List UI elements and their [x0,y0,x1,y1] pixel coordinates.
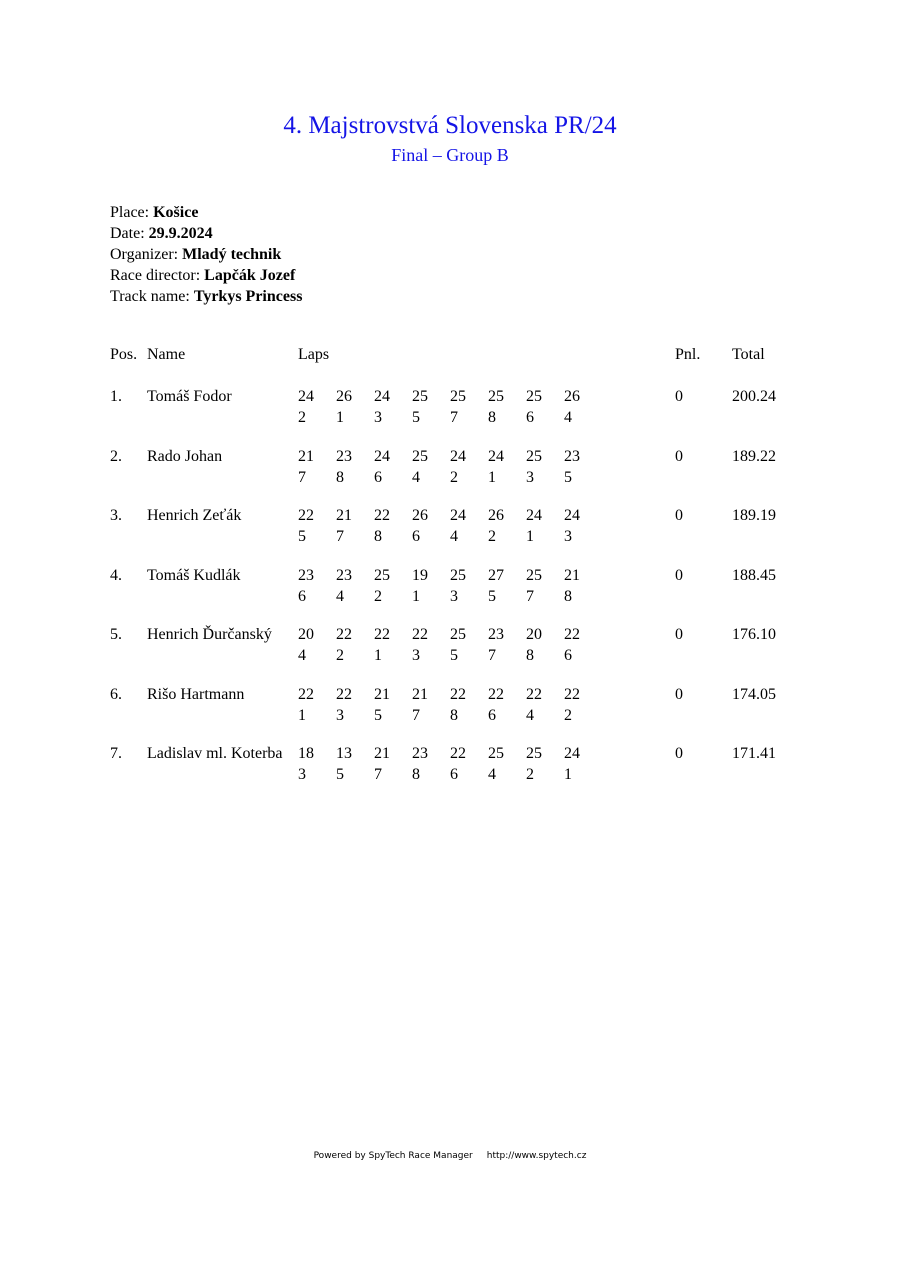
column-header-pnl: Pnl. [675,346,701,363]
lane-number: 3 [450,588,458,605]
table-row [0,684,900,732]
driver-name: Henrich Ďurčanský [147,626,272,643]
driver-name: Rado Johan [147,448,223,465]
lap-count: 26 [412,507,428,524]
lane-number: 5 [298,528,306,545]
lane-number: 8 [412,766,420,783]
result-position: 7. [110,745,122,762]
lane-number: 5 [488,588,496,605]
lane-number: 5 [412,409,420,426]
lap-count: 24 [526,507,542,524]
page-subtitle: Final – Group B [391,145,509,165]
info-value: 29.9.2024 [148,225,213,242]
driver-name: Rišo Hartmann [147,686,245,703]
lane-number: 3 [564,528,572,545]
lap-count: 23 [412,745,428,762]
lane-number: 8 [374,528,382,545]
lap-count: 23 [564,448,580,465]
lane-number: 1 [298,707,306,724]
lap-count: 21 [374,686,390,703]
lap-count: 21 [336,507,352,524]
driver-name: Tomáš Fodor [147,388,232,405]
lane-number: 8 [336,469,344,486]
lane-number: 7 [298,469,306,486]
lane-number: 7 [336,528,344,545]
table-row [0,624,900,672]
lap-count: 22 [374,507,390,524]
lane-number: 7 [526,588,534,605]
lap-count: 25 [526,567,542,584]
lap-count: 22 [564,626,580,643]
lap-count: 23 [336,567,352,584]
column-header-laps: Laps [298,346,330,363]
info-label: Race director: [110,267,201,284]
lap-count: 19 [412,567,428,584]
lane-number: 5 [450,647,458,664]
lane-number: 4 [526,707,534,724]
lane-number: 6 [374,469,382,486]
lane-number: 4 [336,588,344,605]
race-info [110,202,302,307]
lap-count: 13 [336,745,352,762]
lap-count: 22 [374,626,390,643]
lap-count: 25 [450,626,466,643]
lane-number: 8 [526,647,534,664]
lane-number: 1 [526,528,534,545]
lap-count: 22 [336,626,352,643]
driver-name: Tomáš Kudlák [147,567,241,584]
lane-number: 7 [450,409,458,426]
info-value: Košice [153,204,199,221]
lane-number: 3 [336,707,344,724]
total-score: 171.41 [732,745,776,762]
info-date [110,223,302,244]
info-place [110,202,302,223]
table-row [0,446,900,494]
lap-count: 21 [298,448,314,465]
penalty-value: 0 [675,686,683,703]
result-position: 2. [110,448,122,465]
table-row [0,743,900,791]
table-row [0,505,900,553]
column-header-pos: Pos. [110,346,138,363]
lap-count: 24 [374,448,390,465]
lane-number: 1 [336,409,344,426]
info-value: Mladý technik [182,246,282,263]
lap-count: 26 [564,388,580,405]
lane-number: 1 [374,647,382,664]
lane-number: 6 [412,528,420,545]
lane-number: 3 [526,469,534,486]
penalty-value: 0 [675,448,683,465]
lap-count: 22 [526,686,542,703]
lap-count: 24 [488,448,504,465]
lane-number: 2 [488,528,496,545]
lap-count: 23 [298,567,314,584]
lane-number: 1 [564,766,572,783]
lane-number: 5 [374,707,382,724]
lane-number: 2 [564,707,572,724]
lap-count: 24 [450,448,466,465]
lap-count: 25 [488,745,504,762]
lane-number: 2 [298,409,306,426]
lane-number: 7 [374,766,382,783]
total-score: 188.45 [732,567,776,584]
column-header-name: Name [147,346,186,363]
lap-count: 22 [336,686,352,703]
lap-count: 22 [412,626,428,643]
lap-count: 22 [564,686,580,703]
lane-number: 7 [488,647,496,664]
column-header-total: Total [732,346,765,363]
lap-count: 25 [526,745,542,762]
lap-count: 24 [450,507,466,524]
lap-count: 18 [298,745,314,762]
info-label: Place: [110,204,150,221]
penalty-value: 0 [675,388,683,405]
lap-count: 21 [564,567,580,584]
total-score: 176.10 [732,626,776,643]
lane-number: 6 [526,409,534,426]
lane-number: 8 [564,588,572,605]
result-position: 5. [110,626,122,643]
lane-number: 8 [488,409,496,426]
lap-count: 22 [488,686,504,703]
penalty-value: 0 [675,507,683,524]
lap-count: 22 [298,507,314,524]
lane-number: 1 [488,469,496,486]
lap-count: 24 [374,388,390,405]
total-score: 189.19 [732,507,776,524]
lap-count: 25 [412,388,428,405]
lap-count: 24 [564,507,580,524]
penalty-value: 0 [675,626,683,643]
total-score: 174.05 [732,686,776,703]
lane-number: 6 [450,766,458,783]
penalty-value: 0 [675,567,683,584]
table-row [0,565,900,613]
lane-number: 4 [564,409,572,426]
lap-count: 26 [336,388,352,405]
lap-count: 21 [374,745,390,762]
lane-number: 6 [488,707,496,724]
lane-number: 8 [450,707,458,724]
info-label: Date: [110,225,145,242]
lap-count: 25 [526,388,542,405]
lane-number: 6 [298,588,306,605]
page-title: 4. Majstrovstvá Slovenska PR/24 [283,112,617,139]
driver-name: Henrich Zeťák [147,507,242,524]
footer-powered-by: Powered by SpyTech Race Manager [313,1151,473,1161]
info-value: Lapčák Jozef [204,267,296,284]
lane-number: 5 [564,469,572,486]
lap-count: 24 [564,745,580,762]
total-score: 200.24 [732,388,776,405]
lap-count: 22 [450,686,466,703]
lane-number: 6 [564,647,572,664]
result-position: 4. [110,567,122,584]
lap-count: 25 [450,567,466,584]
lane-number: 3 [298,766,306,783]
info-race-director [110,265,302,286]
lap-count: 22 [298,686,314,703]
lane-number: 2 [374,588,382,605]
penalty-value: 0 [675,745,683,762]
info-organizer [110,244,302,265]
result-position: 6. [110,686,122,703]
footer-url[interactable]: http://www.spytech.cz [486,1151,587,1161]
lane-number: 2 [526,766,534,783]
lap-count: 22 [450,745,466,762]
lap-count: 20 [298,626,314,643]
lane-number: 7 [412,707,420,724]
result-position: 1. [110,388,122,405]
lap-count: 23 [336,448,352,465]
lap-count: 25 [374,567,390,584]
lap-count: 26 [488,507,504,524]
lane-number: 2 [450,469,458,486]
lane-number: 1 [412,588,420,605]
info-label: Track name: [110,288,190,305]
lap-count: 25 [412,448,428,465]
lane-number: 4 [298,647,306,664]
info-label: Organizer: [110,246,179,263]
lap-count: 27 [488,567,504,584]
driver-name: Ladislav ml. Koterba [147,745,283,762]
lap-count: 21 [412,686,428,703]
lap-count: 24 [298,388,314,405]
lap-count: 25 [526,448,542,465]
lane-number: 3 [412,647,420,664]
lane-number: 4 [488,766,496,783]
lane-number: 4 [412,469,420,486]
info-value: Tyrkys Princess [193,288,303,305]
lane-number: 3 [374,409,382,426]
lap-count: 25 [488,388,504,405]
total-score: 189.22 [732,448,776,465]
lap-count: 23 [488,626,504,643]
lap-count: 25 [450,388,466,405]
table-row [0,386,900,434]
lane-number: 4 [450,528,458,545]
lap-count: 20 [526,626,542,643]
lane-number: 2 [336,647,344,664]
footer [0,1150,900,1162]
info-track-name [110,286,302,307]
lane-number: 5 [336,766,344,783]
result-position: 3. [110,507,122,524]
